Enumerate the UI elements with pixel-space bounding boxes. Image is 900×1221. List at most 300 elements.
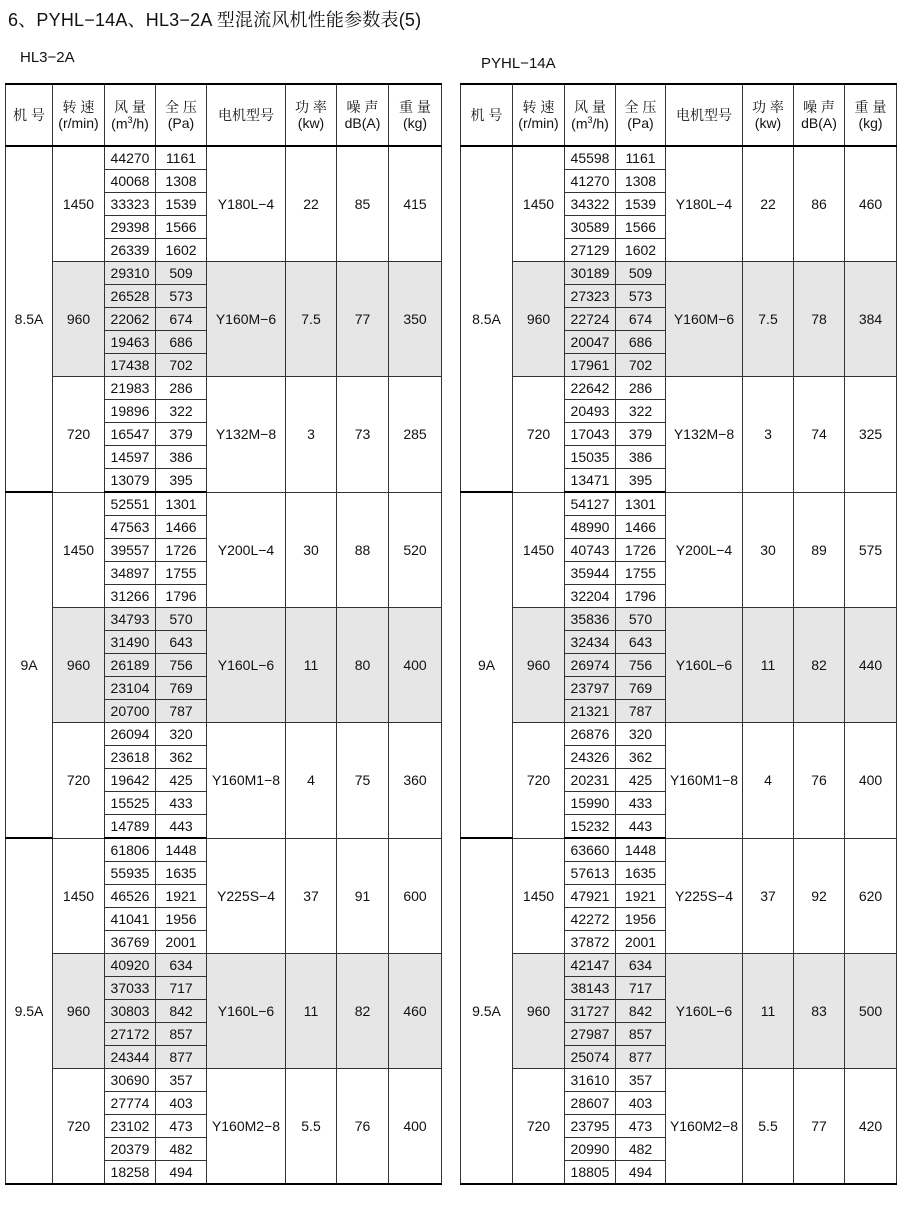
weight-cell: 500: [845, 954, 897, 1069]
noise-cell: 73: [337, 377, 389, 493]
flow-cell: 47921: [565, 885, 616, 908]
flow-cell: 26094: [105, 723, 156, 746]
model-cell: 9A: [6, 492, 53, 838]
speed-cell: 1450: [513, 838, 565, 954]
flow-cell: 24344: [105, 1046, 156, 1069]
noise-cell: 85: [337, 146, 389, 262]
pressure-cell: 509: [616, 262, 666, 285]
table-row: [461, 723, 897, 746]
header-pressure: 全 压 (Pa): [616, 84, 666, 146]
flow-cell: 21983: [105, 377, 156, 400]
pressure-cell: 787: [156, 700, 207, 723]
pressure-cell: 1956: [616, 908, 666, 931]
speed-cell: 960: [513, 262, 565, 377]
power-cell: 30: [743, 492, 794, 608]
hl3-2a-performance-table: [5, 83, 442, 1185]
pressure-cell: 1308: [616, 170, 666, 193]
weight-cell: 325: [845, 377, 897, 493]
flow-cell: 26876: [565, 723, 616, 746]
pressure-cell: 1602: [156, 239, 207, 262]
pressure-cell: 842: [616, 1000, 666, 1023]
flow-cell: 40743: [565, 539, 616, 562]
flow-cell: 54127: [565, 492, 616, 516]
header-flow: 风 量 $(m^3/h)$: [565, 84, 616, 146]
noise-cell: 89: [794, 492, 845, 608]
flow-cell: 20493: [565, 400, 616, 423]
flow-cell: 34793: [105, 608, 156, 631]
noise-cell: 75: [337, 723, 389, 839]
flow-cell: 38143: [565, 977, 616, 1000]
flow-cell: 29310: [105, 262, 156, 285]
flow-cell: 25074: [565, 1046, 616, 1069]
noise-cell: 78: [794, 262, 845, 377]
header-pressure: 全 压 (Pa): [156, 84, 207, 146]
pressure-cell: 769: [616, 677, 666, 700]
flow-cell: 63660: [565, 838, 616, 862]
pressure-cell: 379: [616, 423, 666, 446]
flow-cell: 40068: [105, 170, 156, 193]
weight-cell: 415: [389, 146, 442, 262]
flow-cell: 26339: [105, 239, 156, 262]
table-row: [6, 262, 442, 285]
flow-cell: 28607: [565, 1092, 616, 1115]
flow-cell: 19896: [105, 400, 156, 423]
flow-cell: 30589: [565, 216, 616, 239]
noise-cell: 83: [794, 954, 845, 1069]
pressure-cell: 1301: [156, 492, 207, 516]
pressure-cell: 634: [616, 954, 666, 977]
noise-cell: 74: [794, 377, 845, 493]
speed-cell: 960: [53, 262, 105, 377]
flow-cell: 19463: [105, 331, 156, 354]
pressure-cell: 1726: [156, 539, 207, 562]
pressure-cell: 1921: [616, 885, 666, 908]
weight-cell: 460: [845, 146, 897, 262]
noise-cell: 80: [337, 608, 389, 723]
pressure-cell: 1308: [156, 170, 207, 193]
pressure-cell: 1956: [156, 908, 207, 931]
pressure-cell: 1448: [156, 838, 207, 862]
table-row: [461, 1069, 897, 1092]
speed-cell: 1450: [513, 146, 565, 262]
flow-cell: 31266: [105, 585, 156, 608]
power-cell: 5.5: [743, 1069, 794, 1185]
table-row: [461, 262, 897, 285]
pressure-cell: 322: [156, 400, 207, 423]
noise-cell: 91: [337, 838, 389, 954]
header-model: 机 号: [6, 84, 53, 146]
pressure-cell: 1539: [156, 193, 207, 216]
pressure-cell: 756: [616, 654, 666, 677]
pressure-cell: 674: [616, 308, 666, 331]
flow-cell: 27774: [105, 1092, 156, 1115]
pressure-cell: 570: [616, 608, 666, 631]
header-motor: 电机型号: [666, 84, 743, 146]
pressure-cell: 2001: [156, 931, 207, 954]
header-row: [461, 84, 897, 146]
pressure-cell: 1466: [156, 516, 207, 539]
flow-cell: 13471: [565, 469, 616, 493]
speed-cell: 1450: [53, 838, 105, 954]
table-row: [6, 1069, 442, 1092]
flow-cell: 15035: [565, 446, 616, 469]
pressure-cell: 573: [156, 285, 207, 308]
weight-cell: 600: [389, 838, 442, 954]
flow-cell: 52551: [105, 492, 156, 516]
pressure-cell: 717: [616, 977, 666, 1000]
table-row: [6, 608, 442, 631]
pressure-cell: 322: [616, 400, 666, 423]
pressure-cell: 1755: [156, 562, 207, 585]
motor-cell: Y132M−8: [207, 377, 286, 493]
pressure-cell: 717: [156, 977, 207, 1000]
pyhl-14a-performance-table: [460, 83, 897, 1185]
flow-cell: 26189: [105, 654, 156, 677]
header-motor: 电机型号: [207, 84, 286, 146]
flow-cell: 42272: [565, 908, 616, 931]
power-cell: 11: [286, 954, 337, 1069]
right-table-subtitle: PYHL−14A: [481, 55, 556, 72]
power-cell: 11: [743, 954, 794, 1069]
flow-cell: 20379: [105, 1138, 156, 1161]
table-row: [461, 608, 897, 631]
motor-cell: Y160L−6: [666, 954, 743, 1069]
weight-cell: 400: [389, 608, 442, 723]
pressure-cell: 443: [616, 815, 666, 839]
flow-cell: 30803: [105, 1000, 156, 1023]
flow-cell: 31490: [105, 631, 156, 654]
pressure-cell: 286: [156, 377, 207, 400]
flow-cell: 23797: [565, 677, 616, 700]
flow-cell: 37872: [565, 931, 616, 954]
speed-cell: 720: [513, 723, 565, 839]
flow-cell: 31610: [565, 1069, 616, 1092]
header-noise: 噪 声 dB(A): [337, 84, 389, 146]
weight-cell: 440: [845, 608, 897, 723]
motor-cell: Y180L−4: [666, 146, 743, 262]
power-cell: 11: [743, 608, 794, 723]
power-cell: 11: [286, 608, 337, 723]
flow-cell: 20231: [565, 769, 616, 792]
pressure-cell: 1161: [156, 146, 207, 170]
pressure-cell: 702: [616, 354, 666, 377]
flow-cell: 16547: [105, 423, 156, 446]
pressure-cell: 320: [156, 723, 207, 746]
flow-cell: 17438: [105, 354, 156, 377]
motor-cell: Y160M1−8: [666, 723, 743, 839]
flow-cell: 14789: [105, 815, 156, 839]
flow-cell: 33323: [105, 193, 156, 216]
pressure-cell: 1921: [156, 885, 207, 908]
weight-cell: 420: [845, 1069, 897, 1185]
pressure-cell: 482: [616, 1138, 666, 1161]
flow-cell: 44270: [105, 146, 156, 170]
noise-cell: 86: [794, 146, 845, 262]
flow-cell: 35944: [565, 562, 616, 585]
flow-cell: 57613: [565, 862, 616, 885]
speed-cell: 960: [53, 608, 105, 723]
speed-cell: 720: [53, 1069, 105, 1185]
pressure-cell: 643: [616, 631, 666, 654]
flow-cell: 18805: [565, 1161, 616, 1185]
table-row: [6, 723, 442, 746]
table-row: [461, 146, 897, 170]
pressure-cell: 686: [156, 331, 207, 354]
weight-cell: 400: [389, 1069, 442, 1185]
flow-cell: 61806: [105, 838, 156, 862]
power-cell: 3: [286, 377, 337, 493]
pressure-cell: 379: [156, 423, 207, 446]
speed-cell: 720: [513, 377, 565, 493]
flow-cell: 26974: [565, 654, 616, 677]
flow-cell: 23795: [565, 1115, 616, 1138]
weight-cell: 360: [389, 723, 442, 839]
table-row: [461, 838, 897, 862]
flow-cell: 30189: [565, 262, 616, 285]
table-row: [6, 954, 442, 977]
flow-cell: 39557: [105, 539, 156, 562]
model-cell: 9.5A: [6, 838, 53, 1184]
power-cell: 4: [743, 723, 794, 839]
model-cell: 8.5A: [6, 146, 53, 492]
flow-cell: 36769: [105, 931, 156, 954]
motor-cell: Y160M−6: [666, 262, 743, 377]
noise-cell: 92: [794, 838, 845, 954]
header-weight: 重 量 (kg): [389, 84, 442, 146]
speed-cell: 720: [53, 723, 105, 839]
pressure-cell: 769: [156, 677, 207, 700]
power-cell: 22: [743, 146, 794, 262]
pressure-cell: 1161: [616, 146, 666, 170]
pressure-cell: 386: [156, 446, 207, 469]
noise-cell: 77: [794, 1069, 845, 1185]
pressure-cell: 634: [156, 954, 207, 977]
flow-cell: 35836: [565, 608, 616, 631]
left-table-subtitle: HL3−2A: [20, 49, 75, 66]
weight-cell: 620: [845, 838, 897, 954]
speed-cell: 1450: [513, 492, 565, 608]
table-row: [461, 377, 897, 400]
pressure-cell: 877: [156, 1046, 207, 1069]
pressure-cell: 877: [616, 1046, 666, 1069]
pressure-cell: 443: [156, 815, 207, 839]
noise-cell: 77: [337, 262, 389, 377]
power-cell: 4: [286, 723, 337, 839]
pressure-cell: 842: [156, 1000, 207, 1023]
flow-cell: 17043: [565, 423, 616, 446]
pressure-cell: 1448: [616, 838, 666, 862]
motor-cell: Y160M1−8: [207, 723, 286, 839]
page-title: 6、PYHL−14A、HL3−2A 型混流风机性能参数表(5): [8, 10, 422, 30]
pressure-cell: 509: [156, 262, 207, 285]
flow-cell: 46526: [105, 885, 156, 908]
pressure-cell: 403: [156, 1092, 207, 1115]
noise-cell: 82: [794, 608, 845, 723]
pressure-cell: 573: [616, 285, 666, 308]
flow-cell: 41270: [565, 170, 616, 193]
pressure-cell: 473: [616, 1115, 666, 1138]
pressure-cell: 433: [156, 792, 207, 815]
pressure-cell: 403: [616, 1092, 666, 1115]
motor-cell: Y132M−8: [666, 377, 743, 493]
noise-cell: 88: [337, 492, 389, 608]
pressure-cell: 1566: [156, 216, 207, 239]
motor-cell: Y160M−6: [207, 262, 286, 377]
flow-cell: 32204: [565, 585, 616, 608]
flow-cell: 40920: [105, 954, 156, 977]
flow-cell: 13079: [105, 469, 156, 493]
flow-cell: 55935: [105, 862, 156, 885]
table-row: [6, 838, 442, 862]
flow-cell: 19642: [105, 769, 156, 792]
power-cell: 5.5: [286, 1069, 337, 1185]
flow-cell: 18258: [105, 1161, 156, 1185]
pressure-cell: 494: [156, 1161, 207, 1185]
motor-cell: Y180L−4: [207, 146, 286, 262]
pressure-cell: 362: [156, 746, 207, 769]
header-power: 功 率 (kw): [743, 84, 794, 146]
weight-cell: 285: [389, 377, 442, 493]
speed-cell: 1450: [53, 146, 105, 262]
power-cell: 7.5: [743, 262, 794, 377]
flow-cell: 24326: [565, 746, 616, 769]
flow-cell: 23618: [105, 746, 156, 769]
weight-cell: 460: [389, 954, 442, 1069]
pressure-cell: 1466: [616, 516, 666, 539]
speed-cell: 960: [53, 954, 105, 1069]
flow-cell: 48990: [565, 516, 616, 539]
model-cell: 8.5A: [461, 146, 513, 492]
table-row: [6, 377, 442, 400]
flow-cell: 21321: [565, 700, 616, 723]
speed-cell: 1450: [53, 492, 105, 608]
flow-cell: 41041: [105, 908, 156, 931]
motor-cell: Y225S−4: [207, 838, 286, 954]
power-cell: 37: [743, 838, 794, 954]
motor-cell: Y200L−4: [207, 492, 286, 608]
flow-cell: 22724: [565, 308, 616, 331]
flow-cell: 22062: [105, 308, 156, 331]
pressure-cell: 425: [616, 769, 666, 792]
speed-cell: 960: [513, 608, 565, 723]
flow-cell: 27172: [105, 1023, 156, 1046]
table-row: [6, 146, 442, 170]
pressure-cell: 362: [616, 746, 666, 769]
header-flow: 风 量 $(m^3/h)$: [105, 84, 156, 146]
motor-cell: Y225S−4: [666, 838, 743, 954]
flow-cell: 29398: [105, 216, 156, 239]
pressure-cell: 357: [616, 1069, 666, 1092]
motor-cell: Y160L−6: [666, 608, 743, 723]
speed-cell: 960: [513, 954, 565, 1069]
pressure-cell: 386: [616, 446, 666, 469]
pressure-cell: 1539: [616, 193, 666, 216]
table-row: [461, 492, 897, 516]
flow-cell: 26528: [105, 285, 156, 308]
flow-cell: 14597: [105, 446, 156, 469]
power-cell: 7.5: [286, 262, 337, 377]
pressure-cell: 756: [156, 654, 207, 677]
flow-cell: 15232: [565, 815, 616, 839]
weight-cell: 350: [389, 262, 442, 377]
header-noise: 噪 声 dB(A): [794, 84, 845, 146]
pressure-cell: 395: [616, 469, 666, 493]
flow-cell: 47563: [105, 516, 156, 539]
flow-cell: 45598: [565, 146, 616, 170]
speed-cell: 720: [513, 1069, 565, 1185]
flow-cell: 20700: [105, 700, 156, 723]
weight-cell: 400: [845, 723, 897, 839]
table-row: [461, 954, 897, 977]
pressure-cell: 857: [156, 1023, 207, 1046]
pressure-cell: 286: [616, 377, 666, 400]
pressure-cell: 2001: [616, 931, 666, 954]
motor-cell: Y160L−6: [207, 608, 286, 723]
flow-cell: 15525: [105, 792, 156, 815]
pressure-cell: 1301: [616, 492, 666, 516]
pressure-cell: 570: [156, 608, 207, 631]
flow-cell: 37033: [105, 977, 156, 1000]
flow-cell: 23102: [105, 1115, 156, 1138]
pressure-cell: 494: [616, 1161, 666, 1185]
pressure-cell: 1796: [616, 585, 666, 608]
model-cell: 9A: [461, 492, 513, 838]
pressure-cell: 643: [156, 631, 207, 654]
pressure-cell: 433: [616, 792, 666, 815]
weight-cell: 575: [845, 492, 897, 608]
flow-cell: 27129: [565, 239, 616, 262]
pressure-cell: 1796: [156, 585, 207, 608]
pressure-cell: 857: [616, 1023, 666, 1046]
power-cell: 37: [286, 838, 337, 954]
header-speed: 转 速 (r/min): [513, 84, 565, 146]
pressure-cell: 787: [616, 700, 666, 723]
header-speed: 转 速 (r/min): [53, 84, 105, 146]
weight-cell: 520: [389, 492, 442, 608]
flow-cell: 17961: [565, 354, 616, 377]
pressure-cell: 1602: [616, 239, 666, 262]
header-row: [6, 84, 442, 146]
pressure-cell: 1726: [616, 539, 666, 562]
power-cell: 22: [286, 146, 337, 262]
model-cell: 9.5A: [461, 838, 513, 1184]
flow-cell: 20990: [565, 1138, 616, 1161]
pressure-cell: 1566: [616, 216, 666, 239]
motor-cell: Y160M2−8: [207, 1069, 286, 1185]
flow-cell: 27323: [565, 285, 616, 308]
flow-cell: 32434: [565, 631, 616, 654]
pressure-cell: 395: [156, 469, 207, 493]
pressure-cell: 320: [616, 723, 666, 746]
flow-cell: 23104: [105, 677, 156, 700]
pressure-cell: 1635: [156, 862, 207, 885]
pressure-cell: 425: [156, 769, 207, 792]
power-cell: 3: [743, 377, 794, 493]
flow-cell: 22642: [565, 377, 616, 400]
flow-cell: 30690: [105, 1069, 156, 1092]
motor-cell: Y160M2−8: [666, 1069, 743, 1185]
pressure-cell: 686: [616, 331, 666, 354]
noise-cell: 76: [794, 723, 845, 839]
pressure-cell: 1635: [616, 862, 666, 885]
flow-cell: 20047: [565, 331, 616, 354]
table-row: [6, 492, 442, 516]
pressure-cell: 1755: [616, 562, 666, 585]
flow-cell: 34322: [565, 193, 616, 216]
pressure-cell: 674: [156, 308, 207, 331]
motor-cell: Y200L−4: [666, 492, 743, 608]
header-weight: 重 量 (kg): [845, 84, 897, 146]
